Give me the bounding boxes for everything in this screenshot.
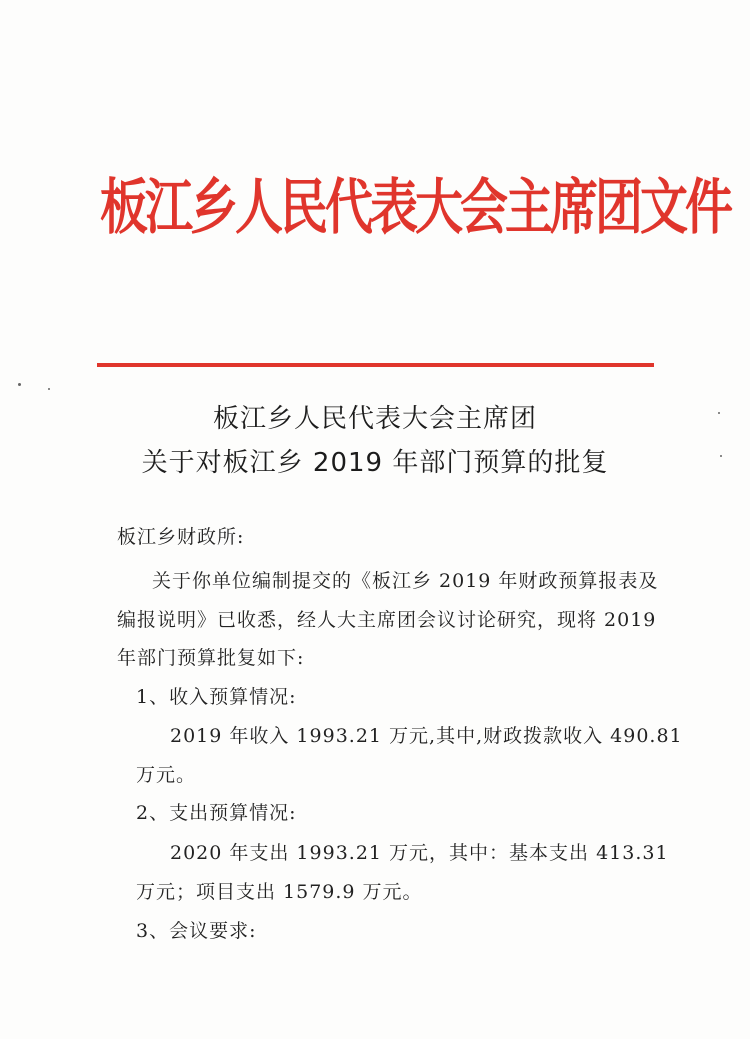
section-1-heading: 1、收入预算情况: xyxy=(136,686,297,708)
document-title-line-1: 板江乡人民代表大会主席团 xyxy=(212,404,537,434)
addressee: 板江乡财政所: xyxy=(117,526,245,548)
section-3-heading: 3、会议要求: xyxy=(136,920,257,942)
scan-speck xyxy=(48,388,50,390)
section-2-line-1: 2020 年支出 1993.21 万元，其中：基本支出 413.31 xyxy=(170,842,669,864)
letterhead-divider xyxy=(97,363,654,367)
letterhead-title: 板江乡人民代表大会主席团文件 xyxy=(100,173,731,243)
section-2-line-2: 万元；项目支出 1579.9 万元。 xyxy=(136,881,423,903)
intro-line-2: 编报说明》已收悉，经人大主席团会议讨论研究，现将 2019 xyxy=(117,609,657,631)
section-2-heading: 2、支出预算情况: xyxy=(136,802,297,824)
intro-line-1: 关于你单位编制提交的《板江乡 2019 年财政预算报表及 xyxy=(152,570,659,592)
section-1-line-1: 2019 年收入 1993.21 万元,其中,财政拨款收入 490.81 xyxy=(170,725,683,747)
intro-line-3: 年部门预算批复如下: xyxy=(117,647,305,669)
section-1-line-2: 万元。 xyxy=(136,764,197,786)
document-title-line-2: 关于对板江乡 2019 年部门预算的批复 xyxy=(141,448,609,478)
scan-speck xyxy=(18,383,21,386)
